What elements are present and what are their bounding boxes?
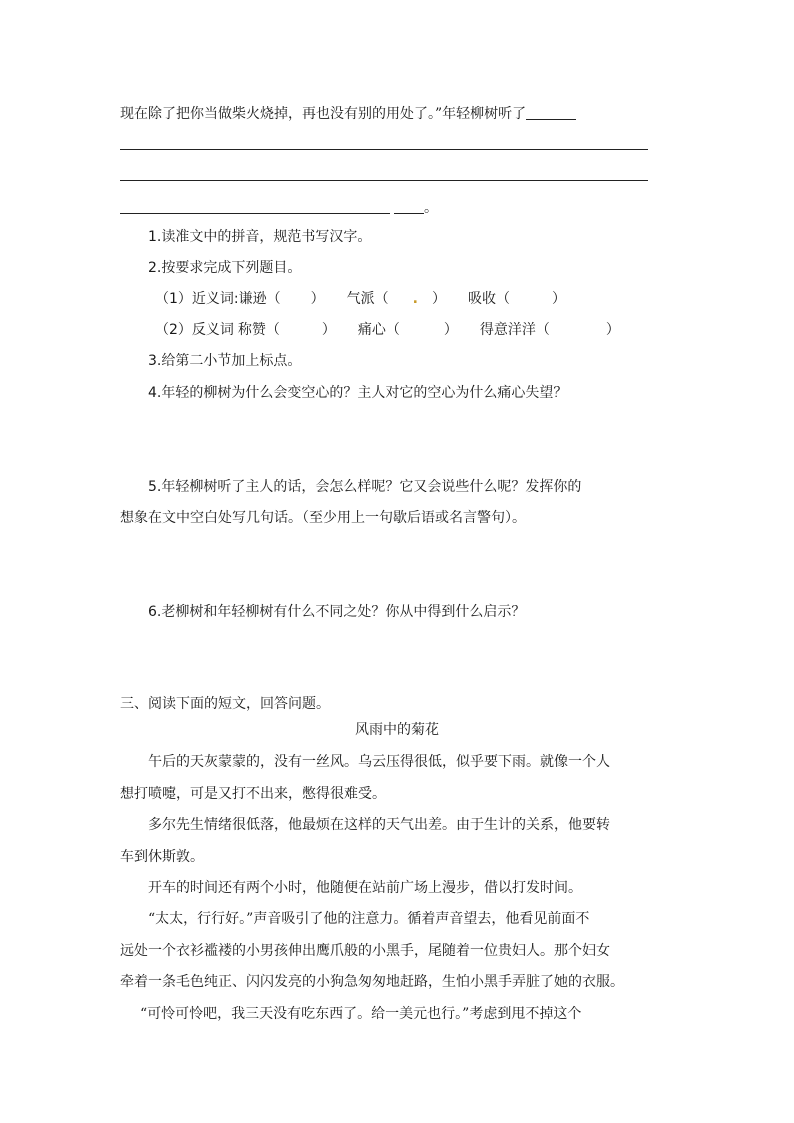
question-5-line-2: 想象在文中空白处写几句话。（至少用上一句歇后语或名言警句）。 (120, 510, 526, 526)
synonym-label: （1）近义词: (155, 291, 239, 307)
end-mark: 。 (424, 200, 438, 216)
question-2-1: （1）近义词:谦逊（ ） 气派（ . ） 吸收（ ） (155, 291, 566, 307)
antonym-word: 痛心（ (357, 322, 400, 338)
paragraph-line: 远处一个衣衫褴褛的小男孩伸出鹰爪般的小黑手，尾随着一位贵妇人。那个妇女 (120, 943, 610, 959)
paragraph-line: 午后的天灰蒙蒙的，没有一丝风。乌云压得很低，似乎要下雨。就像一个人 (148, 754, 610, 770)
question-6: 6.老柳树和年轻柳树有什么不同之处？你从中得到什么启示？ (148, 604, 526, 620)
question-3: 3.给第二小节加上标点。 (148, 353, 302, 369)
synonym-word: 谦逊（ (238, 291, 281, 307)
paragraph-line: “可怜可怜吧，我三天没有吃东西了。给一美元也行。”考虑到甩不掉这个 (140, 1006, 582, 1022)
answer-blank[interactable] (394, 199, 424, 214)
text-line (120, 104, 576, 124)
paragraph-line: 多尔先生情绪很低落，他最烦在这样的天气出差。由于生计的关系，他要转 (148, 817, 610, 833)
question-1: 1.读准文中的拼音，规范书写汉字。 (148, 229, 372, 245)
question-4: 4.年轻的柳树为什么会变空心的？主人对它的空心为什么痛心失望？ (148, 385, 568, 401)
paragraph-line: 牵着一条毛色纯正、闪闪发亮的小狗急匆匆地赶路，生怕小黑手弄脏了她的衣服。 (120, 974, 624, 990)
synonym-word: 气派（ (346, 291, 389, 307)
synonym-word: 吸收（ (467, 291, 510, 307)
paragraph-line: 车到休斯敦。 (120, 849, 204, 865)
question-2: 2.按要求完成下列题目。 (148, 260, 302, 276)
answer-line[interactable] (120, 180, 648, 181)
antonym-word: 称赞（ (237, 322, 280, 338)
question-5-line-1: 5.年轻柳树听了主人的话，会怎么样呢？它又会说些什么呢？发挥你的 (148, 479, 582, 495)
answer-line[interactable] (120, 149, 648, 150)
paragraph-line: 想打喷嚏，可是又打不出来，憋得很难受。 (120, 786, 386, 802)
section-heading: 三、阅读下面的短文，回答问题。 (120, 696, 330, 712)
question-2-2: （2）反义词 称赞（ ） 痛心（ ） 得意洋洋（ ） (155, 322, 620, 338)
antonym-label: （2）反义词 (155, 322, 234, 338)
answer-blank[interactable] (120, 199, 390, 214)
story-text: 现在除了把你当做柴火烧掉，再也没有别的用处了。”年轻柳树听了 (120, 106, 527, 122)
text-line (120, 198, 438, 218)
paragraph-line: 开车的时间还有两个小时，他随便在站前广场上漫步，借以打发时间。 (148, 880, 582, 896)
answer-blank[interactable] (526, 105, 576, 120)
article-title: 风雨中的菊花 (355, 722, 439, 738)
antonym-word: 得意洋洋（ (479, 322, 550, 338)
ink-dot: . (412, 291, 418, 307)
paragraph-line: “太太，行行好。”声音吸引了他的注意力。循着声音望去，他看见前面不 (148, 911, 590, 927)
